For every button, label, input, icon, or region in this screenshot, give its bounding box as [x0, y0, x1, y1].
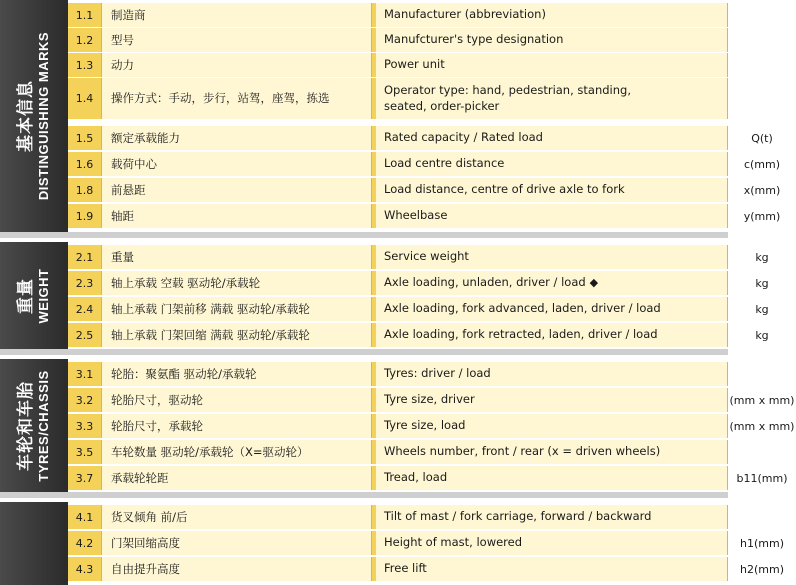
row-label-en: Tyre size, load: [376, 414, 728, 438]
row-number: 4.2: [68, 531, 102, 555]
table-row: [68, 2, 728, 27]
table-row: [68, 530, 784, 555]
row-label-en: Load centre distance: [376, 152, 728, 176]
row-label-cn: 轴上承载 空载 驱动轮/承载轮: [102, 271, 372, 295]
row-unit: [728, 440, 796, 464]
table-row: [68, 77, 728, 119]
row-label-en: Height of mast, lowered: [376, 531, 728, 555]
section-dimensions: [0, 502, 784, 585]
section-header: [0, 359, 68, 492]
row-label-en: Free lift: [376, 557, 728, 581]
section-header: [0, 242, 68, 349]
row-label-en: Manufcturer's type designation: [376, 28, 728, 52]
table-row: [68, 556, 784, 581]
row-label-cn: 型号: [102, 28, 372, 52]
row-unit: y(mm): [743, 209, 781, 223]
row-number: 2.4: [68, 297, 102, 321]
section-title-cn: 车轮和车胎: [15, 380, 36, 471]
row-label-cn: 轮胎：聚氨酯 驱动轮/承载轮: [102, 362, 372, 386]
row-label-cn: 动力: [102, 53, 372, 77]
section-tyres-chassis: [0, 359, 795, 492]
row-number: 1.8: [68, 178, 102, 202]
row-label-en: Service weight: [376, 245, 728, 269]
row-label-cn: 载荷中心: [102, 152, 372, 176]
row-number: 1.6: [68, 152, 102, 176]
row-number: 3.1: [68, 362, 102, 386]
section-title-cn: 重量: [15, 277, 36, 314]
row-number: 4.3: [68, 557, 102, 581]
table-row: [68, 177, 781, 202]
row-label-cn: 前悬距: [102, 178, 372, 202]
row-label-en: Wheelbase: [376, 204, 728, 228]
section-header: [0, 502, 68, 585]
section-distinguishing-marks: [0, 0, 781, 232]
section-weight: [0, 242, 769, 349]
row-unit: h2(mm): [740, 562, 784, 576]
row-unit: Q(t): [751, 131, 773, 145]
section-title-cn: 基本信息: [15, 80, 36, 153]
row-number: 2.3: [68, 271, 102, 295]
row-label-cn: 货叉倾角 前/后: [102, 505, 372, 529]
row-number: 1.9: [68, 204, 102, 228]
row-unit: kg: [755, 328, 769, 342]
row-number: 2.1: [68, 245, 102, 269]
table-row: [68, 125, 773, 150]
section-header: [0, 0, 68, 232]
row-number: 1.3: [68, 53, 102, 77]
table-row: [68, 465, 788, 490]
row-label-en: Tyre size, driver: [376, 388, 728, 412]
row-number: 2.5: [68, 323, 102, 347]
row-label-cn: 承载轮轮距: [102, 466, 372, 490]
row-label-en: Tread, load: [376, 466, 728, 490]
diamond-icon: ◆: [589, 275, 599, 289]
section-title-en: DISTINGUISHING MARKS: [35, 31, 51, 201]
table-row: [68, 244, 769, 269]
section-separator: [0, 232, 728, 238]
row-label-en: Manufacturer (abbreviation): [376, 3, 728, 27]
row-label-cn: 车轮数量 驱动轮/承载轮（X=驱动轮）: [102, 440, 372, 464]
row-number: 4.1: [68, 505, 102, 529]
table-row: [68, 203, 781, 228]
row-label-en: Axle loading, fork advanced, laden, driver / load: [376, 297, 728, 321]
row-label-en: Power unit: [376, 53, 728, 77]
row-label-cn: 制造商: [102, 3, 372, 27]
row-label-cn: 门架回缩高度: [102, 531, 372, 555]
row-number: 1.4: [68, 78, 102, 119]
row-unit: kg: [755, 276, 769, 290]
row-number: 1.2: [68, 28, 102, 52]
row-unit: kg: [755, 302, 769, 316]
row-label-en: Operator type: hand, pedestrian, standing, seated, order-picker: [376, 78, 728, 119]
table-row: [68, 504, 728, 529]
section-title-en: TYRES/CHASSIS: [35, 369, 51, 482]
row-label-en: Wheels number, front / rear (x = driven wheels): [376, 440, 728, 464]
table-row: [68, 361, 728, 386]
table-row: [68, 151, 781, 176]
table-row: [68, 322, 769, 347]
row-label-en: Axle loading, unladen, driver / load: [384, 275, 586, 290]
row-label-en-cell: [376, 271, 728, 295]
table-row: [68, 270, 769, 295]
row-unit: [728, 3, 796, 27]
row-unit: x(mm): [743, 183, 781, 197]
row-label-en: Load distance, centre of drive axle to fork: [376, 178, 728, 202]
row-label-en: Tilt of mast / fork carriage, forward / backward: [376, 505, 728, 529]
row-number: 3.7: [68, 466, 102, 490]
table-row: [68, 27, 728, 52]
row-label-cn: 自由提升高度: [102, 557, 372, 581]
table-row: [68, 296, 769, 321]
row-number: 1.5: [68, 126, 102, 150]
row-number: 3.3: [68, 414, 102, 438]
section-separator: [0, 349, 728, 355]
row-number: 3.2: [68, 388, 102, 412]
row-unit: [728, 505, 796, 529]
section-separator: [0, 492, 728, 498]
row-label-cn: 轴上承载 门架回缩 满载 驱动轮/承载轮: [102, 323, 372, 347]
row-unit: (mm x mm): [729, 419, 795, 433]
row-unit: kg: [755, 250, 769, 264]
row-unit: b11(mm): [736, 471, 788, 485]
row-unit: (mm x mm): [729, 393, 795, 407]
row-label-en: Tyres: driver / load: [376, 362, 728, 386]
row-unit: [728, 53, 796, 77]
row-unit: [728, 362, 796, 386]
table-row: [68, 387, 795, 412]
row-number: 1.1: [68, 3, 102, 27]
row-label-en: Rated capacity / Rated load: [376, 126, 728, 150]
row-label-en: Axle loading, fork retracted, laden, driver / load: [376, 323, 728, 347]
row-label-cn: 轮胎尺寸，承载轮: [102, 414, 372, 438]
row-label-cn: 操作方式：手动，步行，站驾，座驾，拣选: [102, 78, 372, 119]
row-label-cn: 轴距: [102, 204, 372, 228]
section-title-en: WEIGHT: [35, 268, 51, 323]
row-unit: [728, 78, 796, 119]
table-row: [68, 439, 728, 464]
row-label-cn: 额定承载能力: [102, 126, 372, 150]
row-unit: c(mm): [743, 157, 781, 171]
row-number: 3.5: [68, 440, 102, 464]
table-row: [68, 52, 728, 77]
row-label-cn: 重量: [102, 245, 372, 269]
row-label-cn: 轴上承载 门架前移 满载 驱动轮/承载轮: [102, 297, 372, 321]
row-unit: h1(mm): [740, 536, 784, 550]
row-unit: [728, 28, 796, 52]
table-row: [68, 413, 795, 438]
row-label-cn: 轮胎尺寸，驱动轮: [102, 388, 372, 412]
